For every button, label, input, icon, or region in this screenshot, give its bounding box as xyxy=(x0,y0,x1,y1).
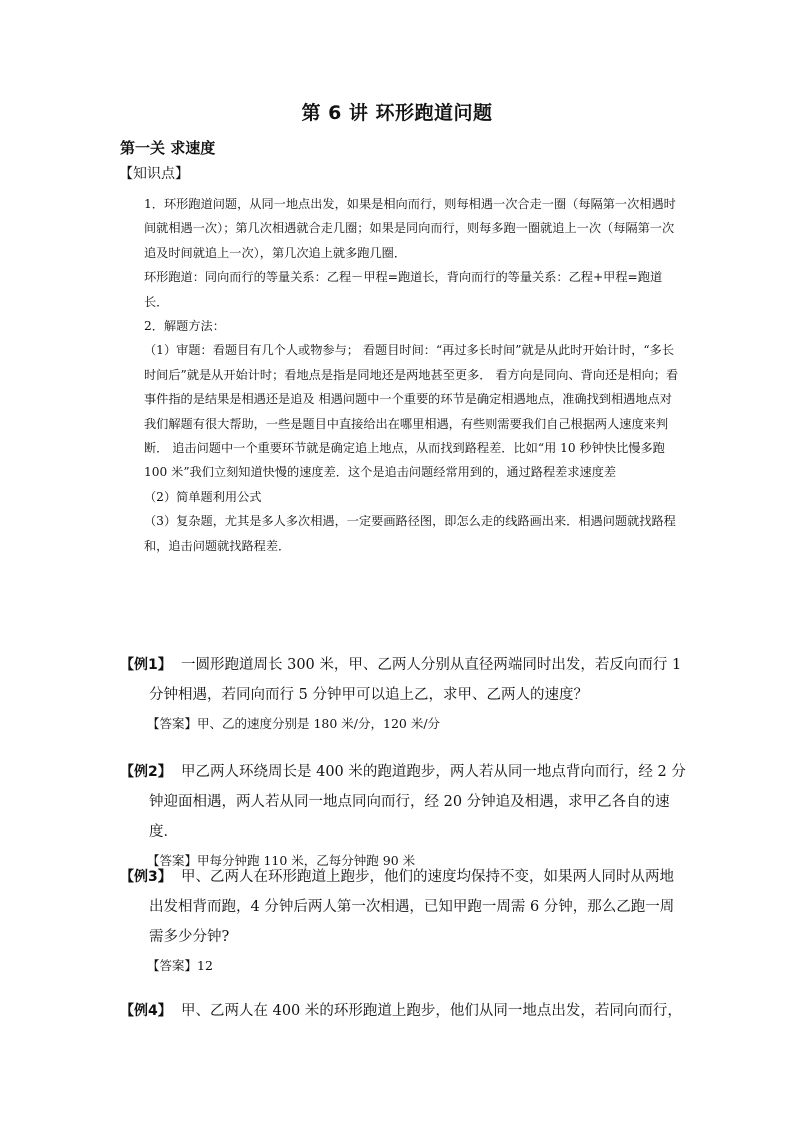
example-answer: 【答案】12 xyxy=(147,958,213,973)
example-label: 【例1】 xyxy=(120,657,172,673)
knowledge-paragraph-3: 2．解题方法： xyxy=(144,319,225,334)
knowledge-paragraph-5: （2）简单题利用公式 xyxy=(144,489,262,504)
example-answer: 【答案】甲、乙的速度分别是 180 米/分，120 米/分 xyxy=(147,716,441,731)
example-label: 【例4】 xyxy=(120,1003,172,1019)
knowledge-body xyxy=(144,192,682,558)
example-1 xyxy=(120,650,686,738)
example-label: 【例3】 xyxy=(120,869,172,885)
example-question-text: 甲、乙两人在 400 米的环形跑道上跑步，他们从同一地点出发，若同向而行， xyxy=(181,1003,682,1019)
example-2 xyxy=(120,757,686,875)
knowledge-paragraph-6: （3）复杂题，尤其是多人多次相遇，一定要画路径图，即怎么走的线路画出来．相遇问题就找路程和，追击问题就找路程差． xyxy=(144,514,676,553)
example-question-text: 一圆形跑道周长 300 米，甲、乙两人分别从直径两端同时出发，若反向而行 1 分钟相遇，若同向而行 5 分钟甲可以追上乙，求甲、乙两人的速度？ xyxy=(149,657,682,703)
example-label: 【例2】 xyxy=(120,764,172,780)
example-4 xyxy=(120,996,686,1026)
knowledge-paragraph-2: 环形跑道：同向而行的等量关系：乙程－甲程=跑道长，背向而行的等量关系：乙程+甲程=跑道长． xyxy=(144,270,663,309)
example-answer: 【答案】甲每分钟跑 110 米，乙每分钟跑 90 米 xyxy=(147,853,416,868)
knowledge-label: 【知识点】 xyxy=(119,166,189,182)
knowledge-paragraph-4: （1）审题：看题目有几个人或物参与； 看题目时间：“再过多长时间”就是从此时开始计时，“多长时间后”就是从开始计时；看地点是指是同地还是两地甚至更多． 看方向是同向、背向还是相向；看事件指的是结果是相遇还是追及 相遇问题中一个重要的环节是确定相遇地点，准确找到相遇地点对我们解题有很大帮助，一些是题目中直接给出在哪里相遇，有些则需要我们自己根据两人速度来判断． 追击问题中一个重要环节就是确定追上地点，从而找到路程差．比如“用 10 秒钟快比慢多跑 100 米”我们立刻知道快慢的速度差．这个是追击问题经常用到的，通过路程差求速度差 xyxy=(144,343,679,480)
example-question xyxy=(120,650,686,710)
example-question-text: 甲乙两人环绕周长是 400 米的跑道跑步，两人若从同一地点背向而行，经 2 分钟迎面相遇，两人若从同一地点同向而行，经 20 分钟追及相遇，求甲乙各自的速度． xyxy=(149,764,686,840)
example-3 xyxy=(120,862,686,980)
knowledge-paragraph-1: 1．环形跑道问题，从同一地点出发，如果是相向而行，则每相遇一次合走一圈（每隔第一次相遇时间就相遇一次）；第几次相遇就合走几圈；如果是同向而行，则每多跑一圈就追上一次（每隔第一次追及时间就追上一次），第几次追上就多跑几圈． xyxy=(144,197,676,260)
example-question xyxy=(120,862,686,952)
example-question xyxy=(120,996,686,1026)
section-heading: 第一关 求速度 xyxy=(120,139,216,157)
page-title: 第 6 讲 环形跑道问题 xyxy=(301,102,493,124)
example-question-text: 甲、乙两人在环形跑道上跑步，他们的速度均保持不变，如果两人同时从两地出发相背而跑，4 分钟后两人第一次相遇，已知甲跑一周需 6 分钟，那么乙跑一周需多少分钟? xyxy=(149,869,675,945)
example-question xyxy=(120,757,686,847)
